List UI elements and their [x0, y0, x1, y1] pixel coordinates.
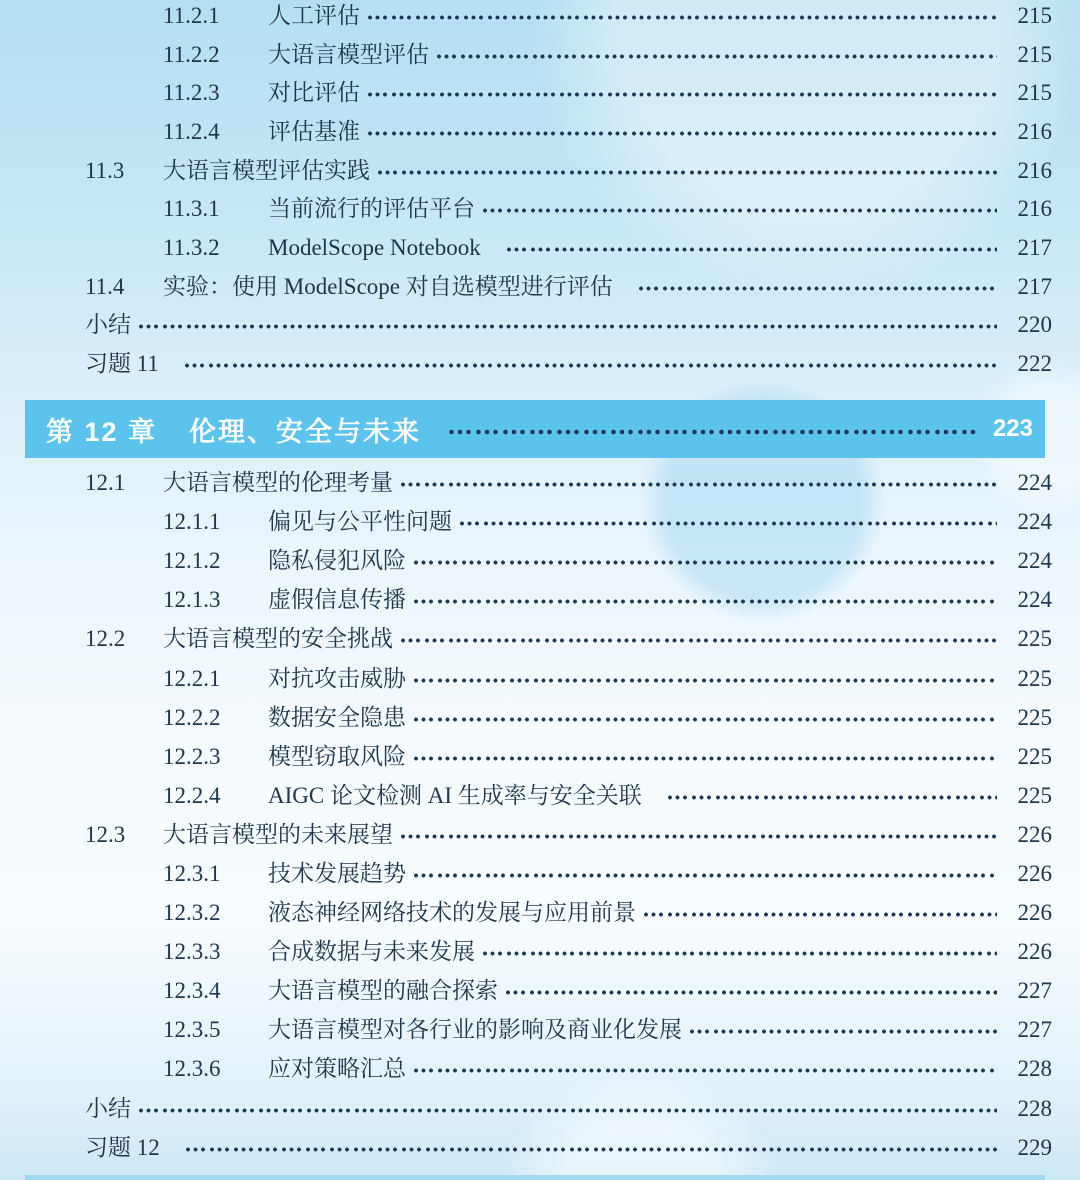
- entry-page-number: 217: [1017, 234, 1052, 260]
- entry-number: 12.3.2: [163, 900, 221, 926]
- dot-leader: [666, 795, 997, 800]
- toc-entry: [0, 189, 1080, 228]
- entry-page-number: 225: [1017, 743, 1052, 769]
- entry-title: 大语言模型的融合探索: [268, 978, 498, 1004]
- entry-title: 小结: [85, 1095, 131, 1121]
- entry-title: 隐私侵犯风险: [268, 548, 406, 574]
- chapter-title: 伦理、安全与未来: [189, 416, 422, 447]
- entry-title: 大语言模型的安全挑战: [163, 626, 393, 652]
- entry-page-number: 216: [1017, 118, 1052, 144]
- entry-title: 实验：使用 ModelScope 对自选模型进行评估: [163, 273, 613, 299]
- entry-page-number: 216: [1017, 196, 1052, 222]
- entry-page-number: 224: [1017, 470, 1052, 496]
- entry-page-number: 220: [1017, 312, 1052, 338]
- toc-entry: [0, 698, 1080, 737]
- entry-title: 习题 12: [85, 1134, 160, 1160]
- entry-title: 小结: [85, 312, 131, 338]
- entry-title: 虚假信息传播: [268, 587, 406, 613]
- entry-page-number: 226: [1017, 821, 1052, 847]
- dot-leader: [366, 15, 997, 20]
- dot-leader: [481, 208, 997, 213]
- entry-page-number: 228: [1017, 1056, 1052, 1082]
- entry-number: 12.1.1: [163, 509, 221, 535]
- toc-entry: [0, 658, 1080, 697]
- entry-number: 12.2: [85, 626, 126, 652]
- entry-number: 11.3.2: [163, 234, 220, 260]
- dot-leader: [435, 54, 997, 59]
- entry-number: 12.2.3: [163, 743, 221, 769]
- toc-entry: [0, 463, 1080, 502]
- entry-number: 12.3.3: [163, 939, 221, 965]
- toc-entry: [0, 306, 1080, 345]
- chapter-number: 第 12 章: [46, 416, 158, 447]
- entry-title: 技术发展趋势: [268, 860, 406, 886]
- dot-leader: [184, 1147, 997, 1152]
- toc-entry: [0, 893, 1080, 932]
- entry-title: 人工评估: [268, 2, 360, 28]
- toc-chapter-12-entries: [0, 463, 1080, 1167]
- toc-entry: [0, 815, 1080, 854]
- entry-title: AIGC 论文检测 AI 生成率与安全关联: [268, 782, 642, 808]
- toc-entry: [0, 1049, 1080, 1088]
- dot-leader: [412, 873, 997, 878]
- dot-leader: [412, 560, 997, 565]
- entry-page-number: 224: [1017, 548, 1052, 574]
- entry-title: 大语言模型评估: [268, 41, 429, 67]
- entry-number: 11.3.1: [163, 196, 220, 222]
- dot-leader: [505, 247, 997, 252]
- entry-page-number: 215: [1017, 41, 1052, 67]
- toc-entry: [0, 344, 1080, 383]
- entry-page-number: 217: [1017, 273, 1052, 299]
- entry-title: 应对策略汇总: [268, 1056, 406, 1082]
- entry-title: 当前流行的评估平台: [268, 196, 475, 222]
- dot-leader: [366, 131, 997, 136]
- entry-title: 大语言模型对各行业的影响及商业化发展: [268, 1017, 682, 1043]
- entry-title: 习题 11: [85, 351, 159, 377]
- dot-leader: [642, 912, 997, 917]
- dot-leader: [412, 756, 997, 761]
- entry-page-number: 229: [1017, 1134, 1052, 1160]
- dot-leader: [183, 363, 997, 368]
- entry-page-number: 228: [1017, 1095, 1052, 1121]
- dot-leader: [447, 429, 979, 435]
- dot-leader: [504, 990, 997, 995]
- entry-title: 模型窃取风险: [268, 743, 406, 769]
- toc-entry: [0, 541, 1080, 580]
- entry-number: 11.3: [85, 157, 125, 183]
- entry-title: 对比评估: [268, 80, 360, 106]
- entry-title: ModelScope Notebook: [268, 234, 481, 260]
- toc-entry: [0, 1010, 1080, 1049]
- entry-number: 12.2.4: [163, 782, 221, 808]
- toc-entry: [0, 112, 1080, 151]
- entry-number: 12.3.5: [163, 1017, 221, 1043]
- dot-leader: [412, 678, 997, 683]
- toc-entry: [0, 854, 1080, 893]
- entry-page-number: 225: [1017, 665, 1052, 691]
- entry-page-number: 227: [1017, 978, 1052, 1004]
- entry-title: 数据安全隐患: [268, 704, 406, 730]
- toc-entry: [0, 267, 1080, 306]
- dot-leader: [688, 1029, 997, 1034]
- chapter-page-number: 223: [992, 415, 1033, 442]
- entry-page-number: 226: [1017, 900, 1052, 926]
- entry-number: 12.1.2: [163, 548, 221, 574]
- toc-entry: [0, 580, 1080, 619]
- entry-number: 11.4: [85, 273, 125, 299]
- toc-entry: [0, 1089, 1080, 1128]
- entry-page-number: 224: [1017, 509, 1052, 535]
- entry-number: 12.1: [85, 470, 126, 496]
- entry-number: 12.3.6: [163, 1056, 221, 1082]
- dot-leader: [137, 1108, 997, 1113]
- entry-number: 11.2.3: [163, 80, 220, 106]
- dot-leader: [412, 1068, 997, 1073]
- entry-title: 液态神经网络技术的发展与应用前景: [268, 900, 636, 926]
- entry-number: 11.2.1: [163, 2, 220, 28]
- entry-page-number: 225: [1017, 782, 1052, 808]
- toc-entry: [0, 73, 1080, 112]
- entry-number: 12.2.2: [163, 704, 221, 730]
- entry-title: 大语言模型的未来展望: [163, 821, 393, 847]
- entry-number: 12.3.1: [163, 860, 221, 886]
- dot-leader: [412, 599, 997, 604]
- next-chapter-bar-edge: [25, 1175, 1045, 1180]
- toc-entry: [0, 35, 1080, 74]
- entry-page-number: 216: [1017, 157, 1052, 183]
- dot-leader: [399, 638, 997, 643]
- entry-page-number: 226: [1017, 860, 1052, 886]
- entry-number: 12.3.4: [163, 978, 221, 1004]
- dot-leader: [366, 92, 997, 97]
- toc-entry: [0, 1128, 1080, 1167]
- dot-leader: [376, 170, 997, 175]
- toc-entry: [0, 228, 1080, 267]
- toc-entry: [0, 776, 1080, 815]
- entry-page-number: 222: [1017, 351, 1052, 377]
- dot-leader: [399, 834, 997, 839]
- entry-title: 大语言模型评估实践: [163, 157, 370, 183]
- entry-title: 大语言模型的伦理考量: [163, 470, 393, 496]
- toc-entry: [0, 932, 1080, 971]
- dot-leader: [458, 521, 997, 526]
- entry-number: 11.2.4: [163, 118, 220, 144]
- entry-page-number: 227: [1017, 1017, 1052, 1043]
- toc-entry: [0, 971, 1080, 1010]
- dot-leader: [637, 286, 997, 291]
- entry-page-number: 224: [1017, 587, 1052, 613]
- entry-number: 12.1.3: [163, 587, 221, 613]
- entry-number: 12.3: [85, 821, 126, 847]
- toc-entry: [0, 737, 1080, 776]
- entry-page-number: 226: [1017, 939, 1052, 965]
- dot-leader: [399, 482, 997, 487]
- entry-page-number: 215: [1017, 2, 1052, 28]
- dot-leader: [412, 717, 997, 722]
- entry-number: 12.2.1: [163, 665, 221, 691]
- chapter-12-header: [25, 400, 1045, 458]
- toc-chapter-11-entries: [0, 0, 1080, 383]
- entry-page-number: 215: [1017, 80, 1052, 106]
- entry-number: 11.2.2: [163, 41, 220, 67]
- toc-entry: [0, 619, 1080, 658]
- toc-entry: [0, 151, 1080, 190]
- entry-title: 合成数据与未来发展: [268, 939, 475, 965]
- entry-title: 偏见与公平性问题: [268, 509, 452, 535]
- toc-entry: [0, 0, 1080, 35]
- entry-page-number: 225: [1017, 704, 1052, 730]
- entry-page-number: 225: [1017, 626, 1052, 652]
- entry-title: 评估基准: [268, 118, 360, 144]
- dot-leader: [137, 324, 997, 329]
- entry-title: 对抗攻击威胁: [268, 665, 406, 691]
- dot-leader: [481, 951, 997, 956]
- toc-entry: [0, 502, 1080, 541]
